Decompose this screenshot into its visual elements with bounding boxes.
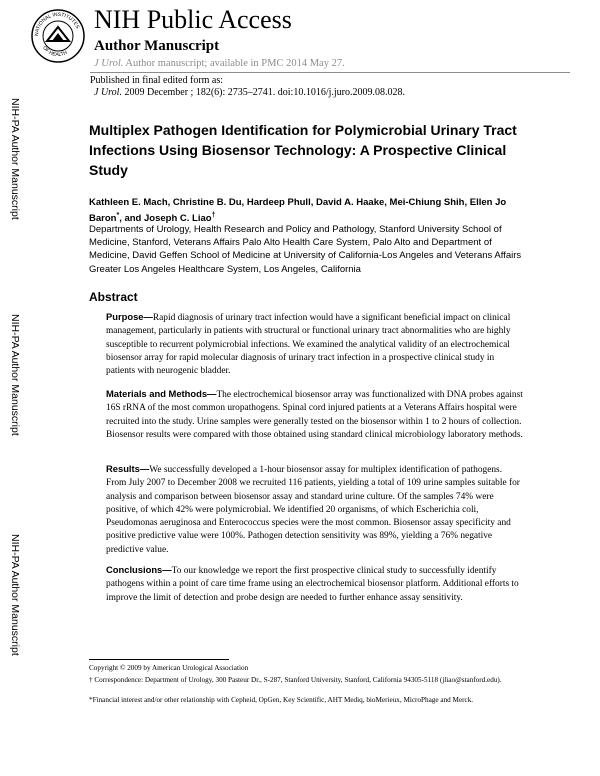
header-divider (90, 72, 570, 73)
section-label: Purpose— (106, 311, 153, 322)
svg-text:OF HEALTH: OF HEALTH (41, 45, 69, 59)
author-last: , and Joseph C. Liao (119, 213, 212, 225)
side-label-middle: NIH-PA Author Manuscript (9, 314, 21, 436)
citation-line (94, 87, 405, 98)
author-list (89, 196, 529, 225)
section-label: Conclusions— (106, 564, 172, 575)
abstract-results (106, 462, 524, 557)
nih-public-access-title: NIH Public Access (94, 5, 292, 34)
nih-seal-logo (30, 8, 86, 64)
abstract-methods (106, 387, 524, 442)
journal-abbreviation: J Urol. (94, 58, 124, 69)
section-text: We successfully developed a 1-hour biosensor assay for multiplex identification of pathogens. From July 2007 to December 2008 we recruited 116 patients, yielding a total of 109 urine samples suitable for analysis and comparison between biosensor assay and standard urine culture. Of the samples 74% were positive, of which 42% were polymicrobial. We identified 20 organisms, of which Escherichia coli, Pseudomonas aeruginosa and Enterococcus species were the most common. Biosensor assay specificity and positive predictive value were 100%. Pathogen detection sensitivity was 89%, yielding a 76% negative predictive value. (106, 465, 520, 555)
abstract-conclusions (106, 563, 524, 605)
published-as-label: Published in final edited form as: (90, 75, 224, 86)
section-text: The electrochemical biosensor array was functionalized with DNA probes against 16S rRNA of the most common uropathogens. Spinal cord injured patients at a Veterans Affairs hospital were recruited into the study. Urine samples were generally tested on the biosensor within 1 to 2 hours of collection. Biosensor results were compared with those obtained using standard clinical microbiology laboratory methods. (106, 390, 523, 440)
svg-text:NATIONAL INSTITUTES: NATIONAL INSTITUTES (33, 11, 81, 37)
author-names: Kathleen E. Mach, Christine B. Du, Hardeep Phull, David A. Haake, Mei-Chiung Shih, Ellen Jo Baron (89, 197, 507, 225)
section-text: To our knowledge we report the first prospective clinical study to successfully identify pathogens within a point of care time frame using an electrochemical biosensor platform. Additional efforts to improve the limit of detection and probe design are needed to further enhance assay sensitivity. (106, 566, 519, 603)
citation-details: 2009 December ; 182(6): 2735–2741. doi:10.1016/j.juro.2009.08.028. (124, 87, 405, 98)
affiliations: Departments of Urology, Health Research and Policy and Pathology, Stanford University School of Medicine, Stanford, Veterans Affairs Palo Alto Health Care System, Palo Alto and Department of Medicine, David Geffen School of Medicine at University of California-Los Angeles and Veterans Affairs Greater Los Angeles Healthcare System, Los Angeles, California (89, 224, 522, 275)
article-title: Multiplex Pathogen Identification for Polymicrobial Urinary Tract Infections Using Biosensor Technology: A Prospective Clinical Study (89, 122, 517, 178)
side-label-top: NIH-PA Author Manuscript (9, 98, 21, 220)
side-label-bottom: NIH-PA Author Manuscript (9, 534, 21, 656)
journal-availability-note (94, 58, 345, 69)
abstract-purpose (106, 310, 524, 378)
financial-interest-note: *Financial interest and/or other relationship with Cepheid, OpGen, Key Scientific, AHT Mediq, bioMerieux, MicroPhage and Merck. (89, 696, 474, 704)
author-manuscript-label: Author Manuscript (94, 38, 220, 54)
author-footnote-mark: * (116, 212, 120, 219)
corresponding-author-mark: † (211, 212, 216, 219)
section-text: Rapid diagnosis of urinary tract infection would have a significant beneficial impact on clinical management, particularly in patients with structural or functional urinary tract abnormalities who are highly susceptible to recurrent polymicrobial infections. We examined the analytical validity of an electrochemical biosensor array for rapid molecular diagnosis of urinary tract infection in a prospective clinical study in patients with neurogenic bladder. (106, 313, 511, 377)
footnote-divider (89, 659, 229, 660)
citation-journal: J Urol. (94, 87, 122, 98)
copyright-note: Copyright © 2009 by American Urological Association (89, 664, 249, 672)
section-label: Materials and Methods— (106, 388, 217, 399)
correspondence-note: † Correspondence: Department of Urology, 300 Pasteur Dr., S-287, Stanford University, Stanford, California 94305-5118 (jliao@stanford.edu). (89, 676, 502, 684)
abstract-heading: Abstract (89, 290, 138, 304)
availability-text: Author manuscript; available in PMC 2014 May 27. (125, 58, 345, 69)
section-label: Results— (106, 463, 150, 474)
